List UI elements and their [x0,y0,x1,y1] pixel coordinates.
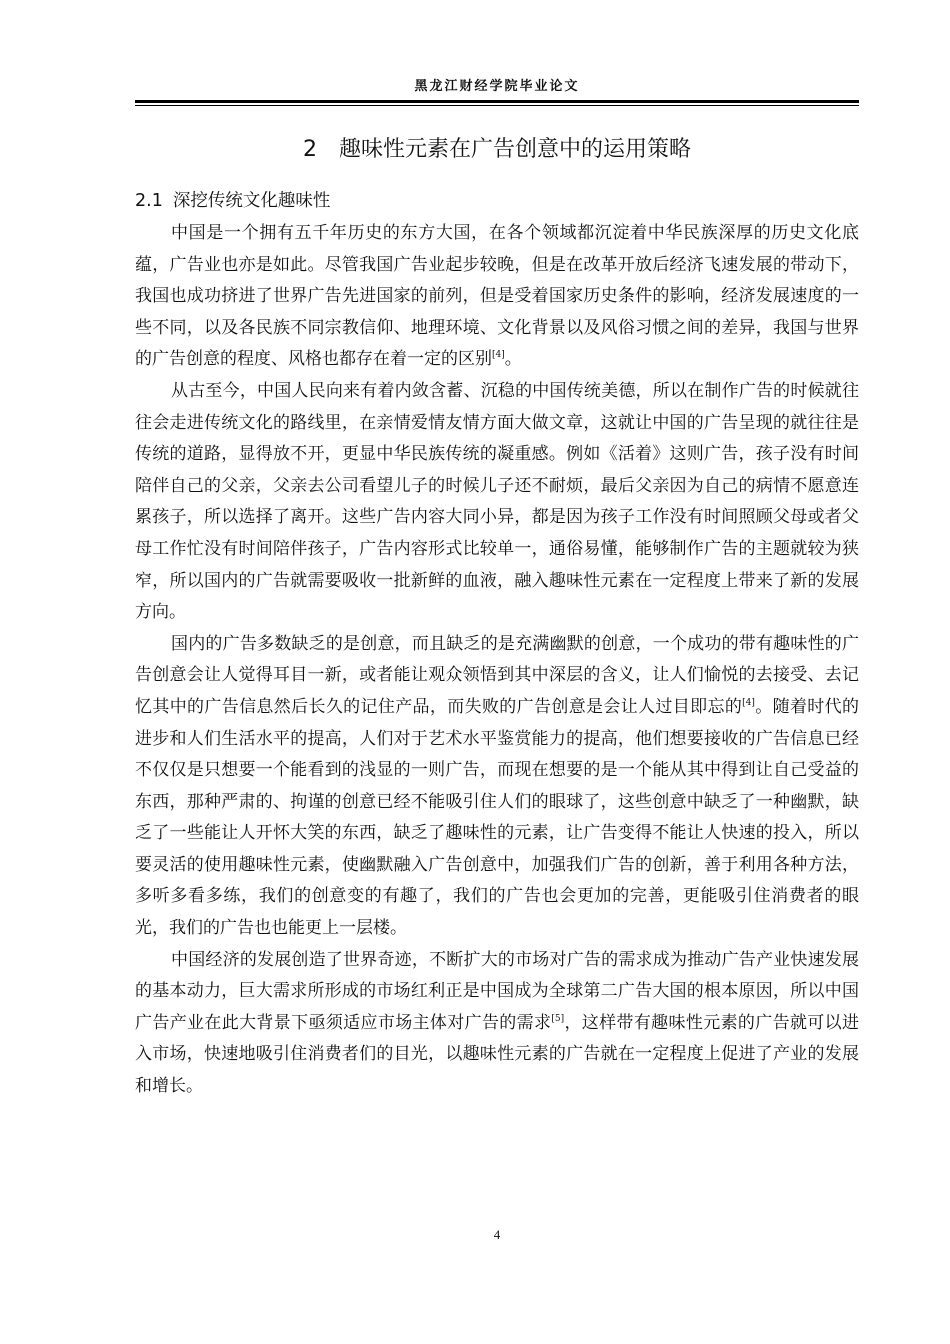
paragraph-text: 从古至今，中国人民向来有着内敛含蓄、沉稳的中国传统美德，所以在制作广告的时候就往往会走进传统文化的路线里，在亲情爱情友情方面大做文章，这就让中国的广告呈现的就往往是传统的道路，显得放不开，更显中华民族传统的凝重感。例如《活着》这则广告，孩子没有时间陪伴自己的父亲，父亲去公司看望儿子的时候儿子还不耐烦，最后父亲因为自己的病情不愿意连累孩子，所以选择了离开。这些广告内容大同小异，都是因为孩子工作没有时间照顾父母或者父母工作忙没有时间陪伴孩子，广告内容形式比较单一，通俗易懂，能够制作广告的主题就较为狭窄，所以国内的广告就需要吸收一批新鲜的血液，融入趣味性元素在一定程度上带来了新的发展方向。 [135,380,859,623]
paragraph-text-end: 。随着时代的进步和人们生活水平的提高，人们对于艺术水平鉴赏能力的提高，他们想要接收的广告信息已经不仅仅是只想要一个能看到的浅显的一则广告，而现在想要的是一个能从其中得到让自己受益的东西，那种严肃的、拘谨的创意已经不能吸引住人们的眼球了，这些创意中缺乏了一种幽默，缺乏了一些能让人开怀大笑的东西，缺乏了趣味性的元素，让广告变得不能让人快速的投入，所以要灵活的使用趣味性元素，使幽默融入广告创意中，加强我们广告的创新，善于利用各种方法，多听多看多练，我们的创意变的有趣了，我们的广告也会更加的完善，更能吸引住消费者的眼光，我们的广告也也能更上一层楼。 [135,696,860,939]
section-number: 2.1 [135,191,163,211]
paragraph [135,376,859,629]
paragraph-text: 中国是一个拥有五千年历史的东方大国，在各个领域都沉淀着中华民族深厚的历史文化底蕴，广告业也亦是如此。尽管我国广告业起步较晚，但是在改革开放后经济飞速发展的带动下，我国也成功挤进了世界广告先进国家的前列，但是受着国家历史条件的影响，经济发展速度的一些不同，以及各民族不同宗教信仰、地理环境、文化背景以及风俗习惯之间的差异，我国与世界的广告创意的程度、风格也都存在着一定的区别 [135,223,859,370]
chapter-title: 趣味性元素在广告创意中的运用策略 [338,137,691,162]
citation-ref: [4] [492,350,505,361]
citation-ref: [4] [742,697,755,708]
paragraph-text: 中国经济的发展创造了世界奇迹，不断扩大的市场对广告的需求成为推动广告产业快速发展的基本动力，巨大需求所形成的市场红利正是中国成为全球第二广告大国的根本原因，所以中国广告产业在此大背景下亟须适应市场主体对广告的需求 [135,949,859,1033]
paragraph [135,218,859,376]
chapter-heading [135,132,859,168]
citation-ref: [5] [551,1013,565,1024]
section-title: 深挖传统文化趣味性 [172,191,331,211]
chapter-number: 2 [302,137,317,162]
paragraph-text-end: 。 [504,349,522,370]
running-header: 黑龙江财经学院毕业论文 [414,79,580,94]
paragraph [135,629,859,945]
paragraph-text-end: ，这样带有趣味性元素的广告就可以进入市场，快速地吸引住消费者们的目光，以趣味性元素的广告就在一定程度上促进了产业的发展和增长。 [135,1012,860,1097]
header-rule-thick [135,100,859,103]
page-number: 4 [493,1227,501,1242]
body-text [135,218,859,1103]
paragraph [135,945,859,1103]
paragraph-text: 国内的广告多数缺乏的是创意，而且缺乏的是充满幽默的创意，一个成功的带有趣味性的广告创意会让人觉得耳目一新，或者能让观众领悟到其中深层的含义，让人们愉悦的去接受、去记忆其中的广告信息然后长久的记住产品，而失败的广告创意是会让人过目即忘的 [135,633,859,717]
section-heading [135,186,859,216]
header-rule-thin [135,105,859,106]
